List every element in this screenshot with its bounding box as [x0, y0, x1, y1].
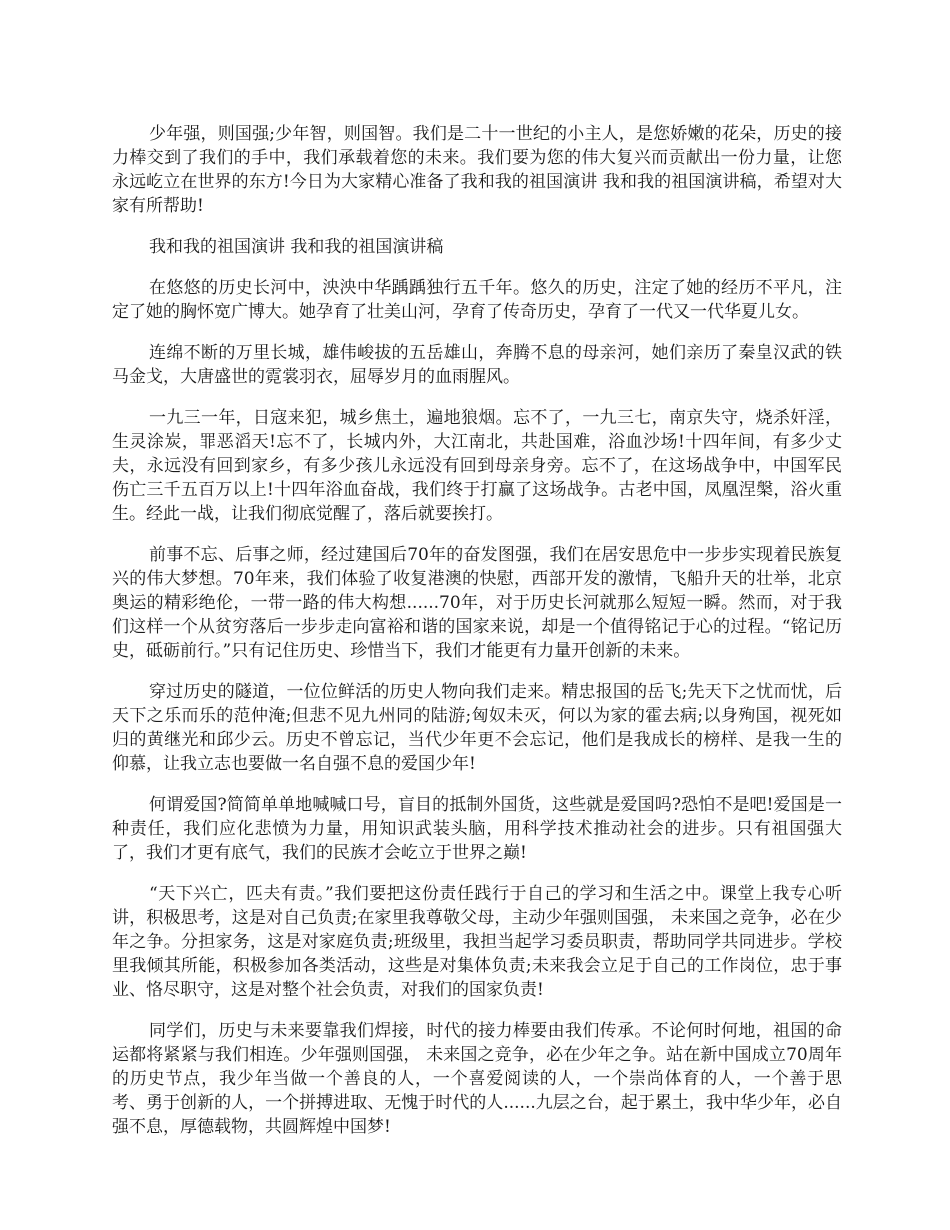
body-paragraph: 连绵不断的万里长城，雄伟峻拔的五岳雄山，奔腾不息的母亲河，她们亲历了秦皇汉武的铁马金戈，大唐盛世的霓裳羽衣，屈辱岁月的血雨腥风。	[112, 343, 842, 387]
body-paragraph: 何谓爱国?简简单单地喊喊口号，盲目的抵制外国货，这些就是爱国吗?恐怕不是吧!爱国是一种责任，我们应化悲愤为力量，用知识武装头脑，用科学技术推动社会的进步。只有祖国强大了，我们才更有底气，我们的民族才会屹立于世界之巅!	[112, 795, 842, 863]
speech-title: 我和我的祖国演讲 我和我的祖国演讲稿	[149, 237, 444, 257]
body-paragraph: “天下兴亡，匹夫有责。”我们要把这份责任践行于自己的学习和生活之中。课堂上我专心听讲，积极思考，这是对自己负责;在家里我尊敬父母，主动少年强则国强， 未来国之竞争，必在少年之争。分担家务，这是对家庭负责;班级里，我担当起学习委员职责，帮助同学共同进步。学校里我倾其所能，积极参加各类活动，这些是对集体负责;未来我会立足于自己的工作岗位，忠于事业、恪尽职守，这是对整个社会负责，对我们的国家负责!	[112, 884, 842, 1000]
body-paragraph: 前事不忘、后事之师，经过建国后70年的奋发图强，我们在居安思危中一步步实现着民族复兴的伟大梦想。70年来，我们体验了收复港澳的快慰，西部开发的激情，飞船升天的壮举，北京奥运的精彩绝伦，一带一路的伟大构想......70年，对于历史长河就那么短短一瞬。然而，对于我们这样一个从贫穷落后一步步走向富裕和谐的国家来说，却是一个值得铭记于心的过程。“铭记历史，砥砺前行。”只有记住历史、珍惜当下，我们才能更有力量开创新的未来。	[112, 545, 842, 661]
body-paragraph: 在悠悠的历史长河中，泱泱中华踽踽独行五千年。悠久的历史，注定了她的经历不平凡，注定了她的胸怀宽广博大。她孕育了壮美山河，孕育了传奇历史，孕育了一代又一代华夏儿女。	[112, 278, 842, 322]
intro-paragraph: 少年强，则国强;少年智，则国智。我们是二十一世纪的小主人，是您娇嫩的花朵，历史的接力棒交到了我们的手中，我们承载着您的未来。我们要为您的伟大复兴而贡献出一份力量，让您永远屹立在世界的东方!今日为大家精心准备了我和我的祖国演讲 我和我的祖国演讲稿，希望对大家有所帮助!	[112, 124, 842, 216]
body-paragraph: 一九三一年，日寇来犯，城乡焦土，遍地狼烟。忘不了，一九三七，南京失守，烧杀奸淫，生灵涂炭，罪恶滔天!忘不了，长城内外，大江南北，共赴国难，浴血沙场!十四年间，有多少丈夫，永远没有回到家乡，有多少孩儿永远没有回到母亲身旁。忘不了，在这场战争中，中国军民伤亡三千五百万以上!十四年浴血奋战，我们终于打赢了这场战争。古老中国，凤凰涅槃，浴火重生。经此一战，让我们彻底觉醒了，落后就要挨打。	[112, 408, 842, 524]
body-paragraph: 穿过历史的隧道，一位位鲜活的历史人物向我们走来。精忠报国的岳飞;先天下之忧而忧，后天下之乐而乐的范仲淹;但悲不见九州同的陆游;匈奴未灭，何以为家的霍去病;以身殉国，视死如归的黄继光和邱少云。历史不曾忘记，当代少年更不会忘记，他们是我成长的榜样、是我一生的仰慕，让我立志也要做一名自强不息的爱国少年!	[112, 682, 842, 774]
document-page	[112, 122, 842, 1156]
closing-paragraph: 同学们，历史与未来要靠我们焊接，时代的接力棒要由我们传承。不论何时何地，祖国的命运都将紧紧与我们相连。少年强则国强， 未来国之竞争，必在少年之争。站在新中国成立70周年的历史节点，我少年当做一个善良的人，一个喜爱阅读的人，一个崇尚体育的人，一个善于思考、勇于创新的人，一个拼搏进取、无愧于时代的人......九层之台，起于累土，我中华少年，必自强不息，厚德载物，共圆辉煌中国梦!	[112, 1021, 842, 1137]
